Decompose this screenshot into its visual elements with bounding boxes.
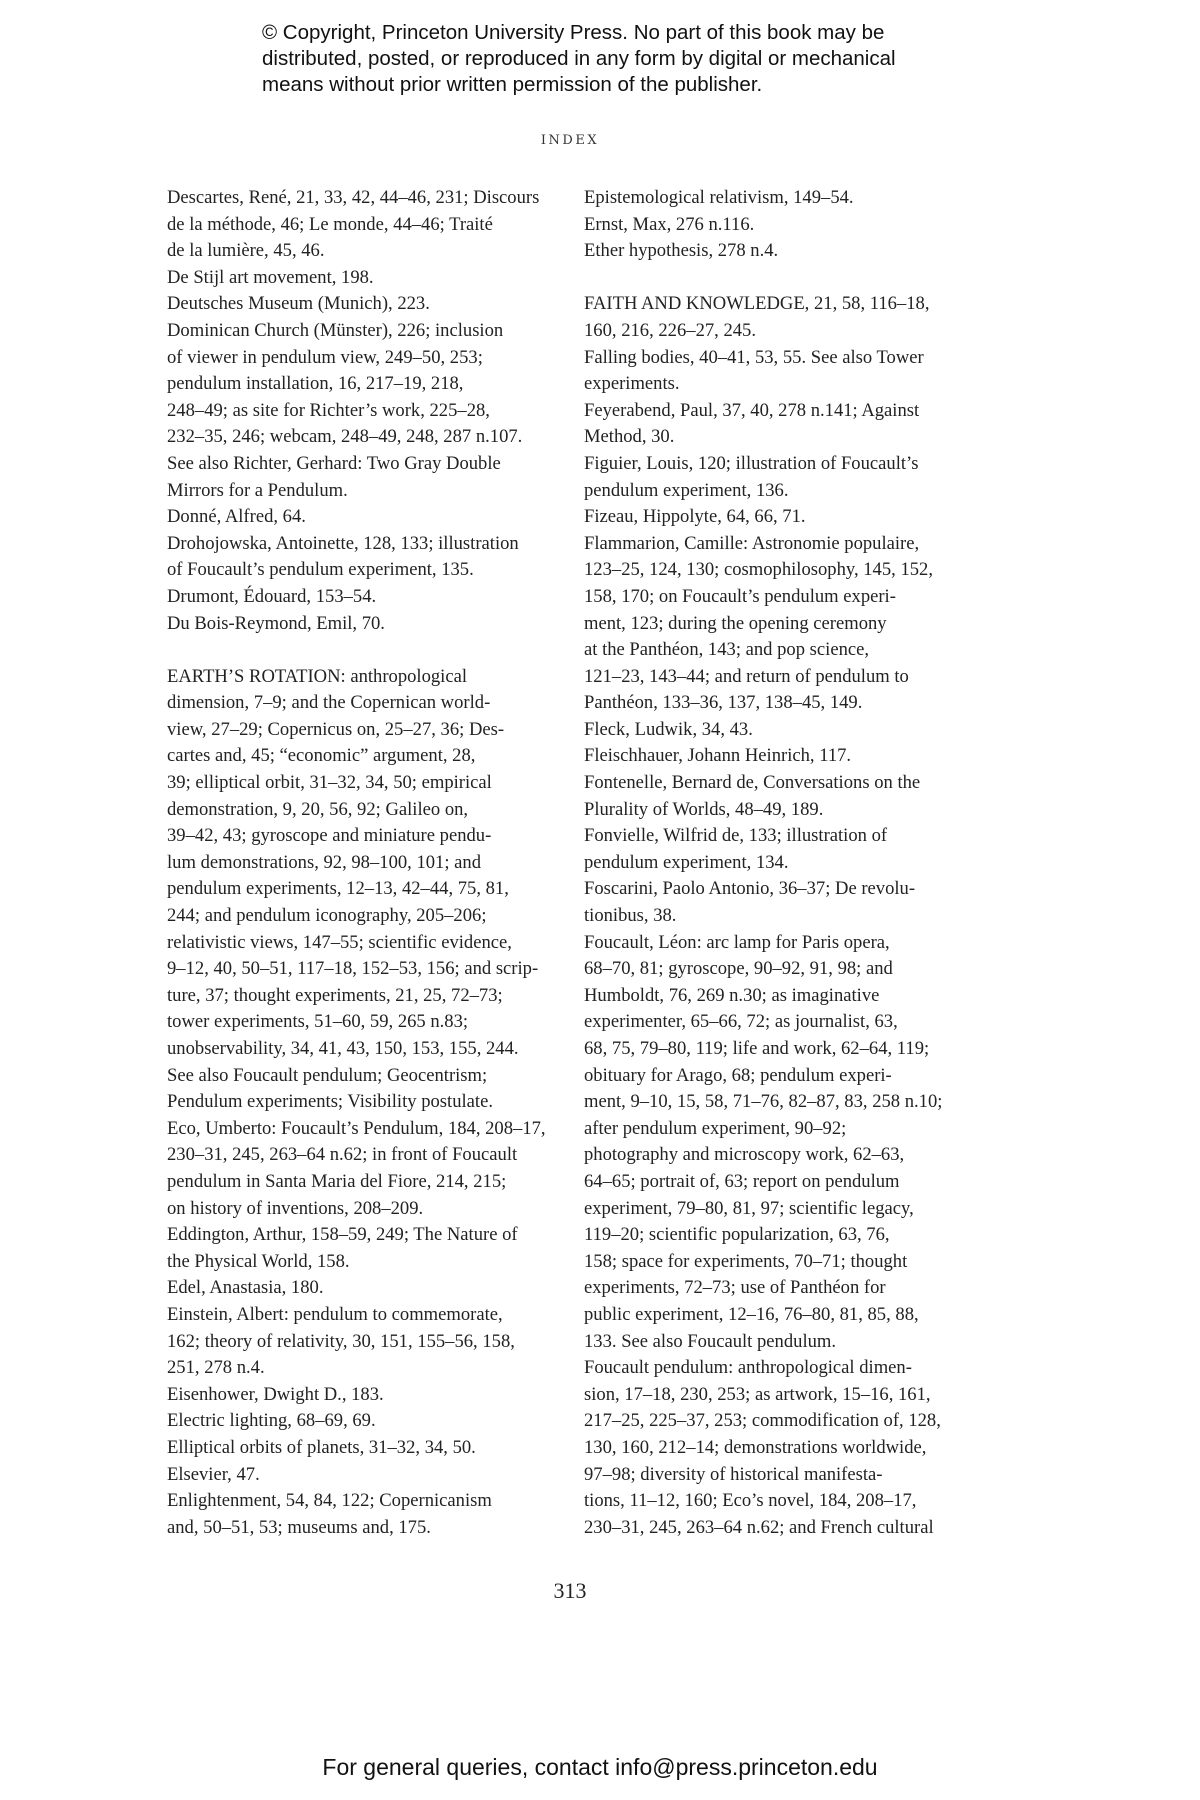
index-entry-line: pendulum experiment, 134. [584,851,789,873]
running-head: INDEX [540,133,600,148]
index-entry-line: Method, 30. [584,426,675,448]
index-entry-line: 248–49; as site for Richter’s work, 225–28, [167,399,490,421]
index-entry-line: 232–35, 246; webcam, 248–49, 248, 287 n.107. [167,426,523,448]
page-number: 313 [553,1578,587,1603]
index-entry-line: Edel, Anastasia, 180. [167,1277,324,1299]
index-entry-line: de la lumière, 45, 46. [167,240,325,262]
index-entry-line: obituary for Arago, 68; pendulum experi- [584,1064,892,1086]
index-entry-line: demonstration, 9, 20, 56, 92; Galileo on, [167,798,469,820]
index-entry-line: 158, 170; on Foucault’s pendulum experi- [584,585,896,607]
index-entry-line: See also Foucault pendulum; Geocentrism; [167,1064,488,1086]
index-column-right [584,185,969,1541]
index-entry-line: De Stijl art movement, 198. [167,266,374,288]
index-entry-line: Epistemological relativism, 149–54. [584,187,854,208]
index-entry-line: Fonvielle, Wilfrid de, 133; illustration of [584,825,888,847]
index-entry-line: Fontenelle, Bernard de, Conversations on the [584,772,921,794]
index-entry [584,238,969,265]
index-entry-line: dimension, 7–9; and the Copernican world- [167,692,491,714]
index-entry-line: relativistic views, 147–55; scientific evidence, [167,931,512,953]
index-entry-line: 251, 278 n.4. [167,1357,265,1379]
index-entry [167,1222,552,1275]
index-entry-line: 160, 216, 226–27, 245. [584,319,756,341]
index-entry [167,318,552,504]
index-entry-line: unobservability, 34, 41, 43, 150, 153, 155, 244. [167,1038,519,1059]
index-entry [584,876,969,929]
index-entry-line: 130, 160, 212–14; demonstrations worldwide, [584,1436,927,1458]
index-entry [584,345,969,398]
index-entry-line: 158; space for experiments, 70–71; thought [584,1250,908,1272]
index-entry-line: 121–23, 143–44; and return of pendulum to [584,665,909,687]
index-entry-line: 9–12, 40, 50–51, 117–18, 152–53, 156; and scrip- [167,958,539,980]
index-entry-line: 133. See also Foucault pendulum. [584,1330,837,1352]
index-entry [167,531,552,584]
index-entry-line: Fizeau, Hippolyte, 64, 66, 71. [584,506,806,528]
index-entry-line: Mirrors for a Pendulum. [167,479,348,501]
index-entry [584,212,969,239]
index-entry-line: 119–20; scientific popularization, 63, 76, [584,1224,890,1246]
index-entry-line: Electric lighting, 68–69, 69. [167,1410,376,1432]
index-entry-line: tower experiments, 51–60, 59, 265 n.83; [167,1011,469,1033]
index-entry-line: the Physical World, 158. [167,1250,350,1272]
index-entry-line: Elsevier, 47. [167,1463,260,1485]
index-entry-line: Deutsches Museum (Munich), 223. [167,293,430,315]
index-entry [584,717,969,744]
index-entry [167,1275,552,1302]
index-entry-line: pendulum experiments, 12–13, 42–44, 75, 81, [167,878,509,900]
index-entry [584,823,969,876]
index-entry-line: Eco, Umberto: Foucault’s Pendulum, 184, 208–17, [167,1117,546,1139]
index-entry-line: pendulum installation, 16, 217–19, 218, [167,373,464,395]
copyright-notice [262,20,982,98]
index-entry-line: lum demonstrations, 92, 98–100, 101; and [167,851,482,873]
index-entry [167,1462,552,1489]
index-entry-line: 230–31, 245, 263–64 n.62; in front of Foucault [167,1144,518,1166]
index-entry-line: cartes and, 45; “economic” argument, 28, [167,745,476,767]
index-entry [584,451,969,504]
index-entry [167,1382,552,1409]
index-entry-line: experiment, 79–80, 81, 97; scientific legacy, [584,1197,914,1219]
index-entry-line: 68, 75, 79–80, 119; life and work, 62–64, 119; [584,1038,930,1059]
index-entry-line: of Foucault’s pendulum experiment, 135. [167,559,474,581]
index-entry-line: Descartes, René, 21, 33, 42, 44–46, 231; Discours [167,187,540,208]
copyright-line: © Copyright, Princeton University Press. No part of this book may be [262,21,885,44]
index-entry-line: Humboldt, 76, 269 n.30; as imaginative [584,984,880,1006]
index-entry-line: on history of inventions, 208–209. [167,1197,424,1219]
index-entry-line: Du Bois-Reymond, Emil, 70. [167,612,385,634]
index-entry-line: Dominican Church (Münster), 226; inclusion [167,319,504,341]
index-entry-line: public experiment, 12–16, 76–80, 81, 85, 88, [584,1303,919,1325]
index-entry-line: Drumont, Édouard, 153–54. [167,585,377,607]
index-entry [584,185,969,212]
index-entry-line: 39; elliptical orbit, 31–32, 34, 50; empirical [167,772,492,794]
copyright-line: means without prior written permission of the publisher. [262,73,763,96]
index-entry-line: sion, 17–18, 230, 253; as artwork, 15–16, 161, [584,1383,931,1405]
index-entry-line: pendulum experiment, 136. [584,479,789,501]
index-entry-line: 217–25, 225–37, 253; commodification of, 128, [584,1410,941,1432]
index-entry-line: Eisenhower, Dwight D., 183. [167,1383,384,1405]
index-entry [167,504,552,531]
index-entry-line: Enlightenment, 54, 84, 122; Copernicanism [167,1490,492,1512]
index-entry-line: view, 27–29; Copernicus on, 25–27, 36; Des- [167,718,505,740]
index-entry [584,930,969,1356]
index-entry-line: de la méthode, 46; Le monde, 44–46; Traité [167,213,493,235]
index-entry [167,664,552,1116]
index-entry [584,291,969,344]
index-entry [584,398,969,451]
index-entry [584,770,969,823]
index-entry-line: experiments. [584,373,680,395]
index-entry-line: 162; theory of relativity, 30, 151, 155–56, 158, [167,1330,515,1352]
index-entry-line: pendulum in Santa Maria del Fiore, 214, 215; [167,1170,507,1192]
index-entry-line: Flammarion, Camille: Astronomie populaire, [584,532,920,554]
index-entry-line: Einstein, Albert: pendulum to commemorate, [167,1303,503,1325]
index-entry-line: Panthéon, 133–36, 137, 138–45, 149. [584,692,863,714]
section-gap [584,265,969,292]
index-entry-line: Eddington, Arthur, 158–59, 249; The Nature of [167,1224,518,1246]
index-entry-line: See also Richter, Gerhard: Two Gray Double [167,452,501,474]
index-entry [167,584,552,611]
index-entry-line: 97–98; diversity of historical manifesta- [584,1463,883,1485]
index-entry-line: Pendulum experiments; Visibility postulate. [167,1091,493,1113]
index-entry-line: 230–31, 245, 263–64 n.62; and French cultural [584,1516,934,1538]
index-entry [167,185,552,265]
index-entry-line: Ernst, Max, 276 n.116. [584,213,755,235]
index-entry-line: EARTH’S ROTATION: anthropological [167,665,468,687]
section-gap [167,637,552,664]
index-entry [584,504,969,531]
index-entry-line: tionibus, 38. [584,905,677,927]
index-entry-line: tions, 11–12, 160; Eco’s novel, 184, 208–17, [584,1490,917,1512]
index-entry-line: and, 50–51, 53; museums and, 175. [167,1516,431,1538]
index-entry-line: of viewer in pendulum view, 249–50, 253; [167,346,483,368]
index-entry-line: Foucault, Léon: arc lamp for Paris opera, [584,931,890,953]
index-entry [584,531,969,717]
copyright-line: distributed, posted, or reproduced in any form by digital or mechanical [262,47,896,70]
index-entry-line: ture, 37; thought experiments, 21, 25, 72–73; [167,984,503,1006]
index-entry-line: Falling bodies, 40–41, 53, 55. See also Tower [584,346,924,368]
index-column-left [167,185,552,1541]
index-entry-line: Foucault pendulum: anthropological dimen- [584,1357,912,1379]
index-entry [167,611,552,638]
index-entry [167,1302,552,1382]
index-entry-line: FAITH AND KNOWLEDGE, 21, 58, 116–18, [584,293,930,315]
index-entry [167,1435,552,1462]
footer-contact: For general queries, contact info@press.princeton.edu [322,1754,878,1780]
index-entry-line: experiments, 72–73; use of Panthéon for [584,1277,886,1299]
index-entry [584,1355,969,1541]
index-entry-line: Plurality of Worlds, 48–49, 189. [584,798,824,820]
index-entry-line: ment, 123; during the opening ceremony [584,612,887,634]
index-entry-line: ment, 9–10, 15, 58, 71–76, 82–87, 83, 258 n.10; [584,1091,943,1113]
index-entry-line: Figuier, Louis, 120; illustration of Foucault’s [584,452,919,474]
index-entry-line: 39–42, 43; gyroscope and miniature pendu- [167,825,492,847]
index-entry [167,1488,552,1541]
index-entry-line: photography and microscopy work, 62–63, [584,1144,905,1166]
index-entry [167,265,552,292]
index-entry-line: Feyerabend, Paul, 37, 40, 278 n.141; Against [584,399,920,421]
index-entry-line: Fleck, Ludwik, 34, 43. [584,718,753,740]
index-entry-line: Donné, Alfred, 64. [167,506,306,528]
index-entry-line: 123–25, 124, 130; cosmophilosophy, 145, 152, [584,559,933,581]
index-entry-line: after pendulum experiment, 90–92; [584,1117,847,1139]
index-entry-line: Fleischhauer, Johann Heinrich, 117. [584,745,852,767]
index-entry-line: Ether hypothesis, 278 n.4. [584,240,779,262]
index-entry [584,743,969,770]
index-entry-line: 244; and pendulum iconography, 205–206; [167,905,487,927]
index-entry-line: Elliptical orbits of planets, 31–32, 34, 50. [167,1436,476,1458]
index-entry [167,1408,552,1435]
index-entry-line: 68–70, 81; gyroscope, 90–92, 91, 98; and [584,958,893,980]
index-entry-line: Drohojowska, Antoinette, 128, 133; illustration [167,532,519,554]
index-entry-line: at the Panthéon, 143; and pop science, [584,639,870,661]
index-entry [167,291,552,318]
index-entry-line: Foscarini, Paolo Antonio, 36–37; De revolu- [584,878,916,900]
index-entry [167,1116,552,1222]
index-entry-line: 64–65; portrait of, 63; report on pendulum [584,1170,900,1192]
index-entry-line: experimenter, 65–66, 72; as journalist, 63, [584,1011,898,1033]
